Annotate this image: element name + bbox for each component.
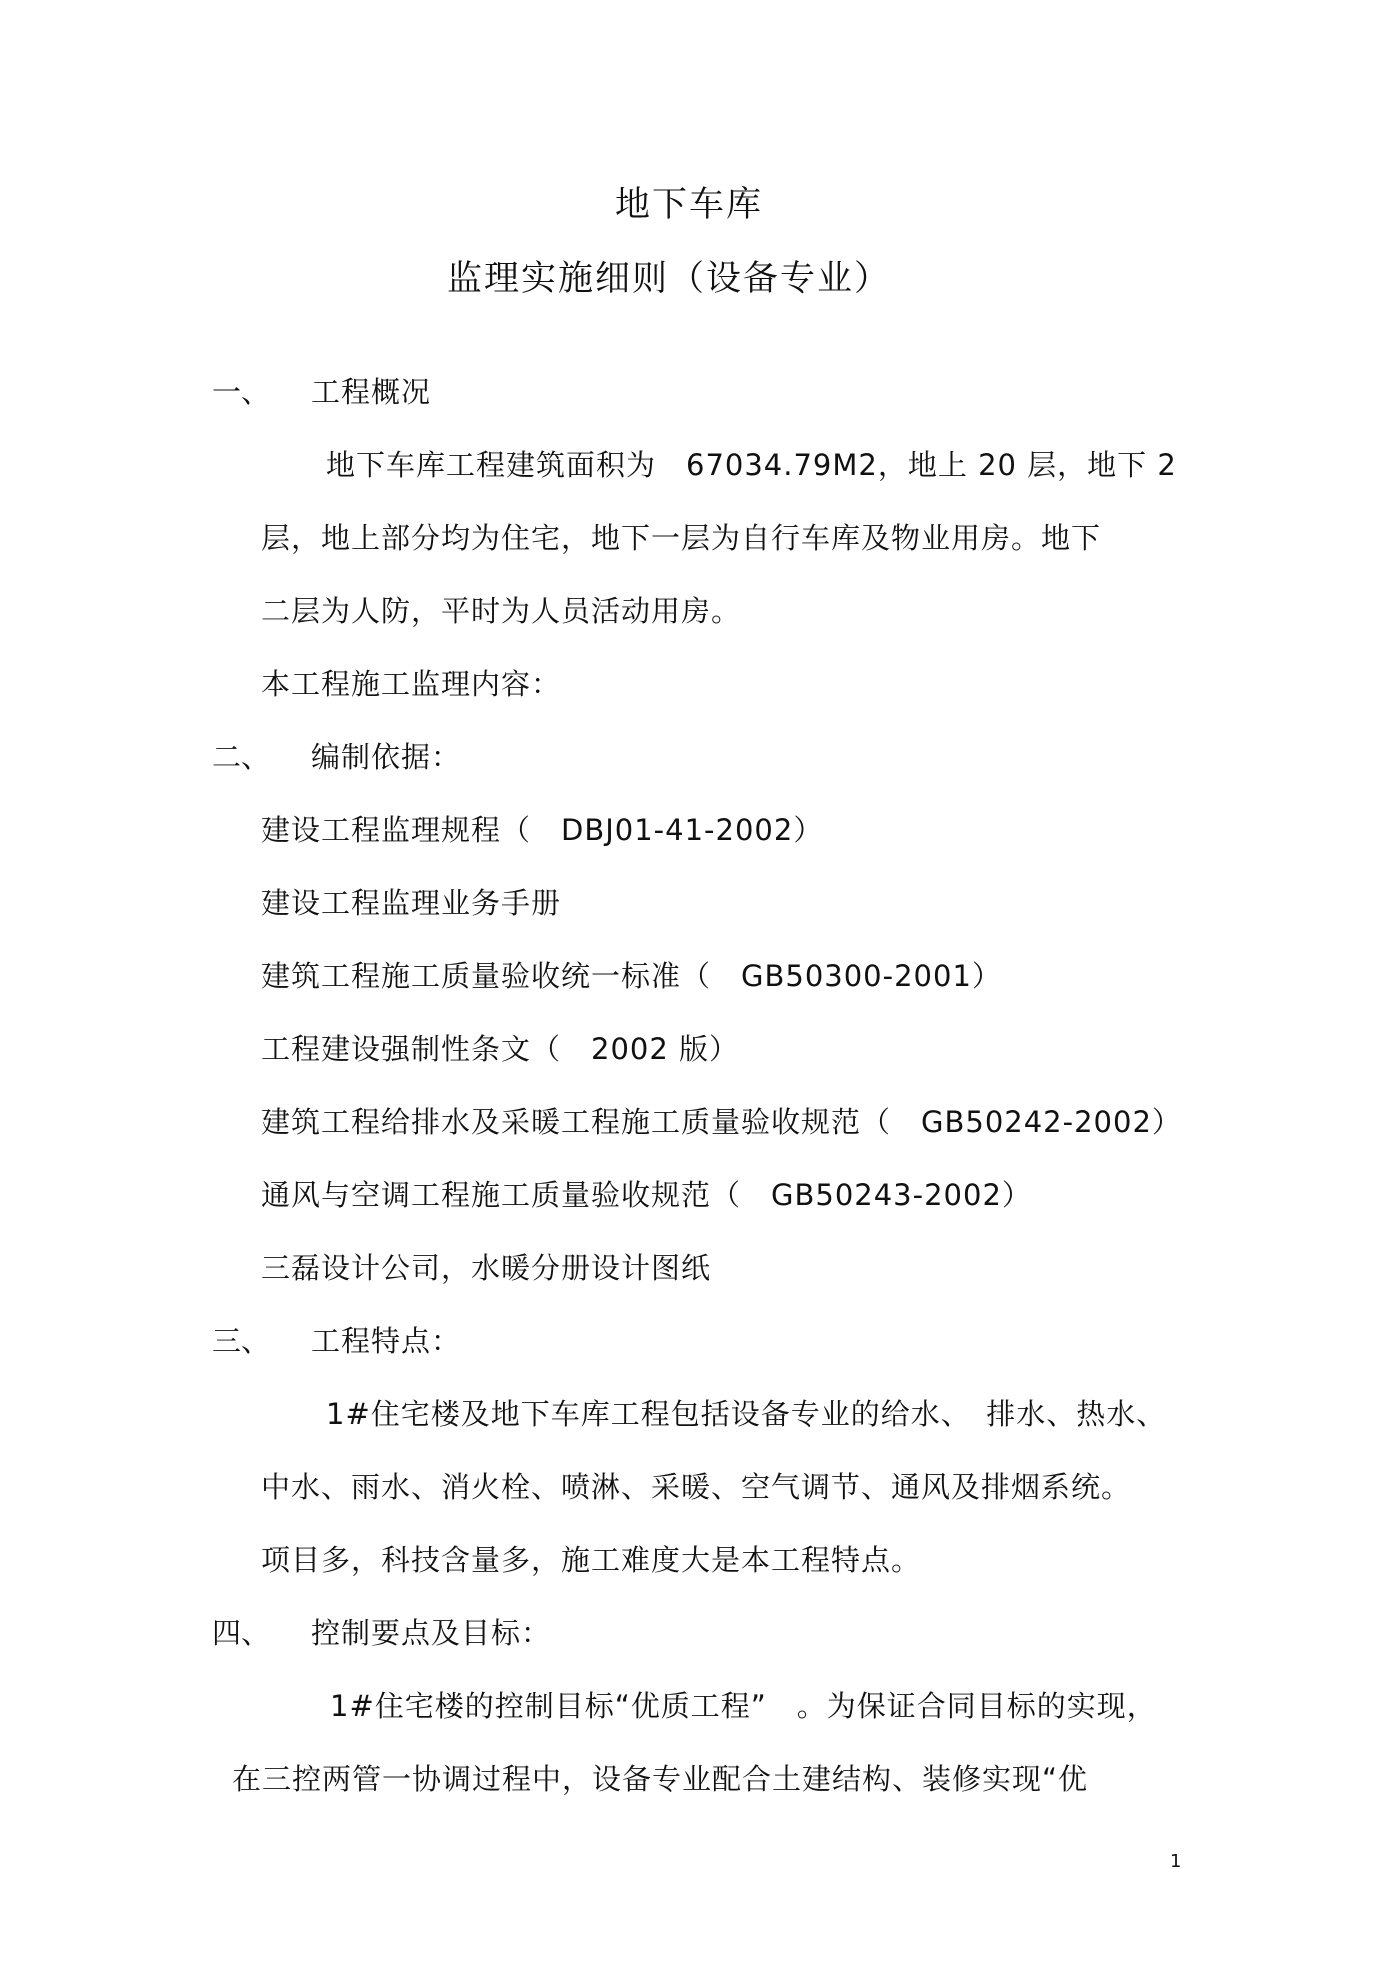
- section-1-para-line: 地下车库工程建筑面积为 67034.79M2，地上 20 层，地下 2: [326, 448, 1177, 482]
- section-4-para-line: 1#住宅楼的控制目标“优质工程” 。为保证合同目标的实现，: [330, 1689, 1157, 1723]
- basis-item: 通风与空调工程施工质量验收规范（ GB50243-2002）: [261, 1178, 1032, 1212]
- page-number: 1: [1170, 1851, 1182, 1872]
- document-subtitle: 监理实施细则（设备专业）: [447, 259, 892, 299]
- basis-item: 工程建设强制性条文（ 2002 版）: [261, 1032, 740, 1066]
- section-4-heading: 控制要点及目标：: [311, 1616, 552, 1650]
- section-3-para-line: 项目多，科技含量多，施工难度大是本工程特点。: [261, 1543, 922, 1577]
- section-3-para-line: 1#住宅楼及地下车库工程包括设备专业的给水、 排水、热水、: [326, 1397, 1167, 1431]
- section-1-number: 一、: [212, 375, 271, 409]
- section-3-heading: 工程特点：: [311, 1324, 462, 1358]
- section-1-heading: 工程概况: [311, 375, 432, 409]
- section-4-number: 四、: [212, 1616, 271, 1650]
- section-3-para-line: 中水、雨水、消火栓、喷淋、采暖、空气调节、通风及排烟系统。: [261, 1470, 1132, 1504]
- section-1-para-line: 本工程施工监理内容：: [261, 667, 562, 701]
- document-title: 地下车库: [615, 185, 764, 225]
- section-1-para-line: 层，地上部分均为住宅，地下一层为自行车库及物业用房。地下: [261, 521, 1102, 555]
- basis-item: 建设工程监理规程（ DBJ01-41-2002）: [261, 813, 824, 847]
- section-3-number: 三、: [212, 1324, 271, 1358]
- section-4-para-line: 在三控两管一协调过程中，设备专业配合土建结构、装修实现“优: [232, 1762, 1089, 1796]
- basis-item: 建筑工程施工质量验收统一标准（ GB50300-2001）: [261, 959, 1002, 993]
- section-1-para-line: 二层为人防，平时为人员活动用房。: [261, 594, 742, 628]
- basis-item: 三磊设计公司，水暖分册设计图纸: [261, 1251, 712, 1285]
- section-2-number: 二、: [212, 740, 271, 774]
- section-2-heading: 编制依据：: [311, 740, 462, 774]
- basis-item: 建设工程监理业务手册: [261, 886, 562, 920]
- basis-item: 建筑工程给排水及采暖工程施工质量验收规范（ GB50242-2002）: [261, 1105, 1182, 1139]
